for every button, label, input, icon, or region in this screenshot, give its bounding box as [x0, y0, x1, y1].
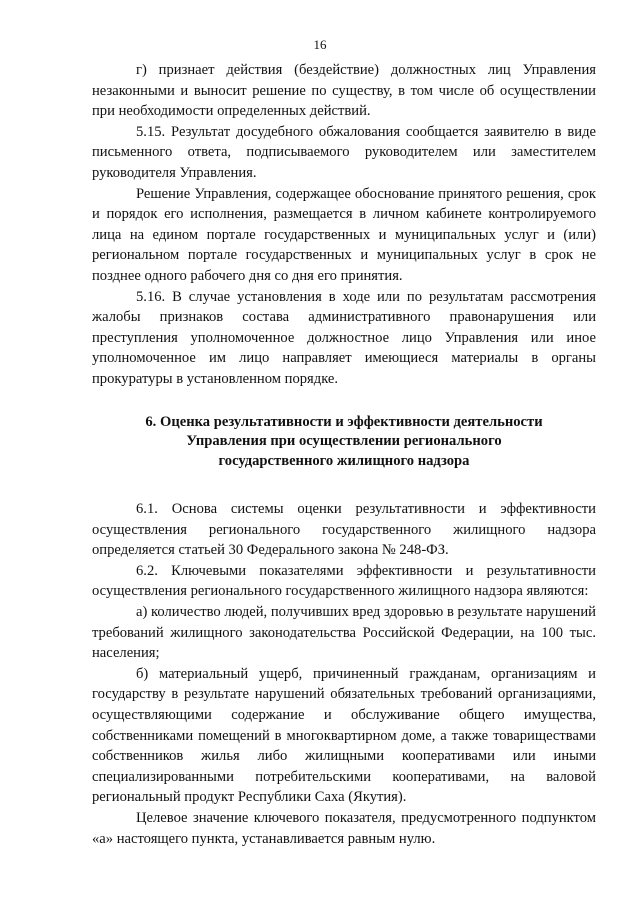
paragraph: 6.2. Ключевыми показателями эффективности и результативности осуществления регионального государственного жилищного надзора являются:: [92, 562, 596, 600]
paragraph: 5.15. Результат досудебного обжалования сообщается заявителю в виде письменного ответа, подписываемого руководителем или заместителем руководителя Управления.: [92, 123, 596, 181]
paragraph: б) материальный ущерб, причиненный гражданам, организациям и государству в результате нарушений обязательных требований организациями, осуществляющими содержание и обслуживание общего имущества, собственниками помещений в многоквартирном доме, а также товариществами собственников жилья либо жилищными кооперативами или иными специализированными потребительскими кооперативами, на валовой региональный продукт Республики Саха (Якутия).: [92, 665, 596, 806]
paragraph: а) количество людей, получивших вред здоровью в результате нарушений требований жилищного законодательства Российской Федерации, на 100 тыс. населения;: [92, 603, 596, 662]
section-heading-line: государственного жилищного надзора: [218, 452, 470, 469]
paragraph: г) признает действия (бездействие) должностных лиц Управления незаконными и выносит решение по существу, в том числе об осуществлении при необходимости определенных действий.: [92, 62, 596, 120]
paragraph: Целевое значение ключевого показателя, предусмотренного подпунктом «а» настоящего пункта, устанавливается равным нулю.: [92, 809, 596, 847]
section-heading: [92, 413, 596, 472]
section-heading-line: Управления при осуществлении регионального: [186, 433, 502, 449]
paragraph: 6.1. Основа системы оценки результативности и эффективности осуществления регионального государственного жилищного надзора определяется статьей 30 Федерального закона № 248-ФЗ.: [92, 501, 596, 559]
paragraph: 5.16. В случае установления в ходе или по результатам рассмотрения жалобы признаков состава административного правонарушения или преступления уполномоченное должностное лицо Управления или иное уполномоченное им лицо направляет имеющиеся материалы в органы прокуратуры в установленном порядке.: [92, 288, 596, 387]
page-number: 16: [313, 37, 327, 52]
paragraph: Решение Управления, содержащее обоснование принятого решения, срок и порядок его исполнения, размещается в личном кабинете контролируемого лица на едином портале государственных и муниципальных услуг и (или) региональном портале государственных и муниципальных услуг в срок не позднее одного рабочего дня со дня его принятия.: [92, 185, 596, 284]
document-body: [92, 60, 596, 849]
section-heading-line: 6. Оценка результативности и эффективности деятельности: [145, 413, 543, 430]
